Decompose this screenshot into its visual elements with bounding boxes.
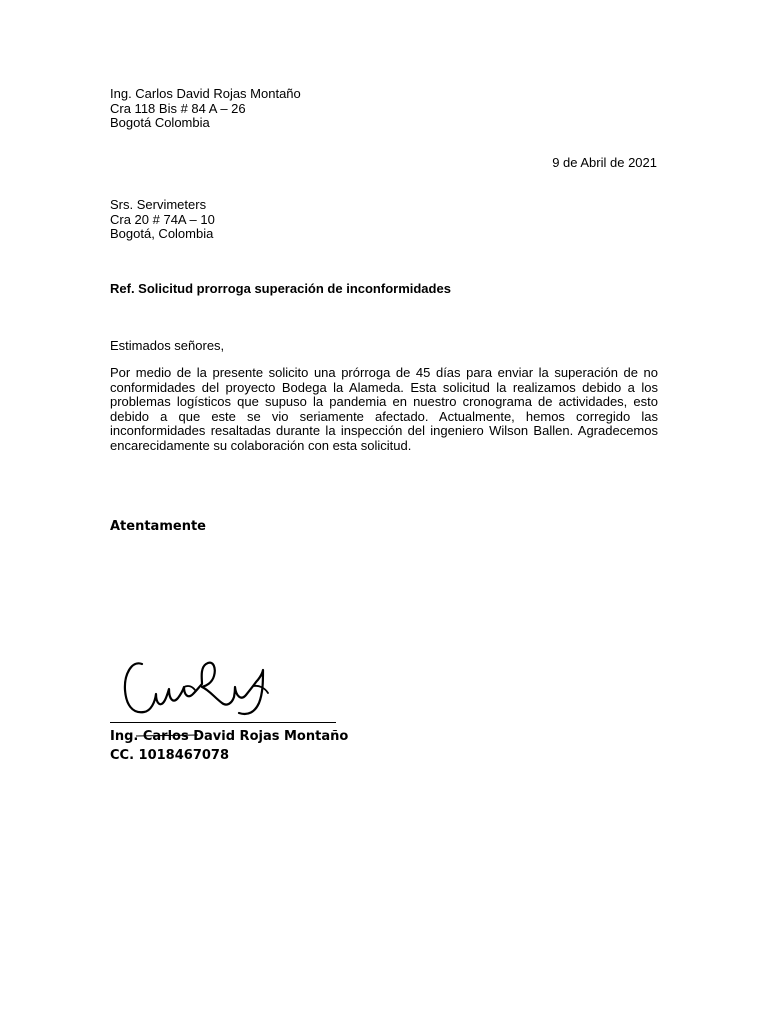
sender-city: Bogotá Colombia (110, 115, 210, 130)
recipient-name: Srs. Servimeters (110, 197, 207, 212)
reference-line: Ref. Solicitud prorroga superación de inconformidades (110, 281, 451, 296)
sender-address: Cra 118 Bis # 84 A – 26 (110, 100, 246, 116)
signer-id: CC. 1018467078 (110, 748, 229, 763)
letter-date: 9 de Abril de 2021 (552, 155, 657, 170)
closing: Atentamente (110, 519, 206, 534)
signature-line (110, 722, 336, 723)
recipient-city: Bogotá, Colombia (110, 226, 214, 241)
recipient-address: Cra 20 # 74A – 10 (110, 211, 215, 227)
body-paragraph: Por medio de la presente solicito una prórroga de 45 días para enviar la superación de no conformidades del proyecto Bodega la Alameda. Esta solicitud la realizamos debido a los problemas logísticos que supuso la pandemia en nuestro cronograma de actividades, esto debido a que este se vio seriamente afectado. Actualmente, hemos corregido las inconformidades resaltadas durante la inspección del ingeniero Wilson Ballen. Agradecemos encarecidamente su colaboración con esta solicitud. (110, 365, 658, 453)
signer-name: Ing. Carlos David Rojas Montaño (110, 729, 349, 744)
sender-name: Ing. Carlos David Rojas Montaño (110, 86, 301, 101)
salutation: Estimados señores, (110, 338, 225, 353)
handwritten-signature (118, 656, 274, 724)
recipient-block (110, 198, 215, 242)
signer-block (110, 727, 348, 765)
sender-block (110, 87, 301, 131)
